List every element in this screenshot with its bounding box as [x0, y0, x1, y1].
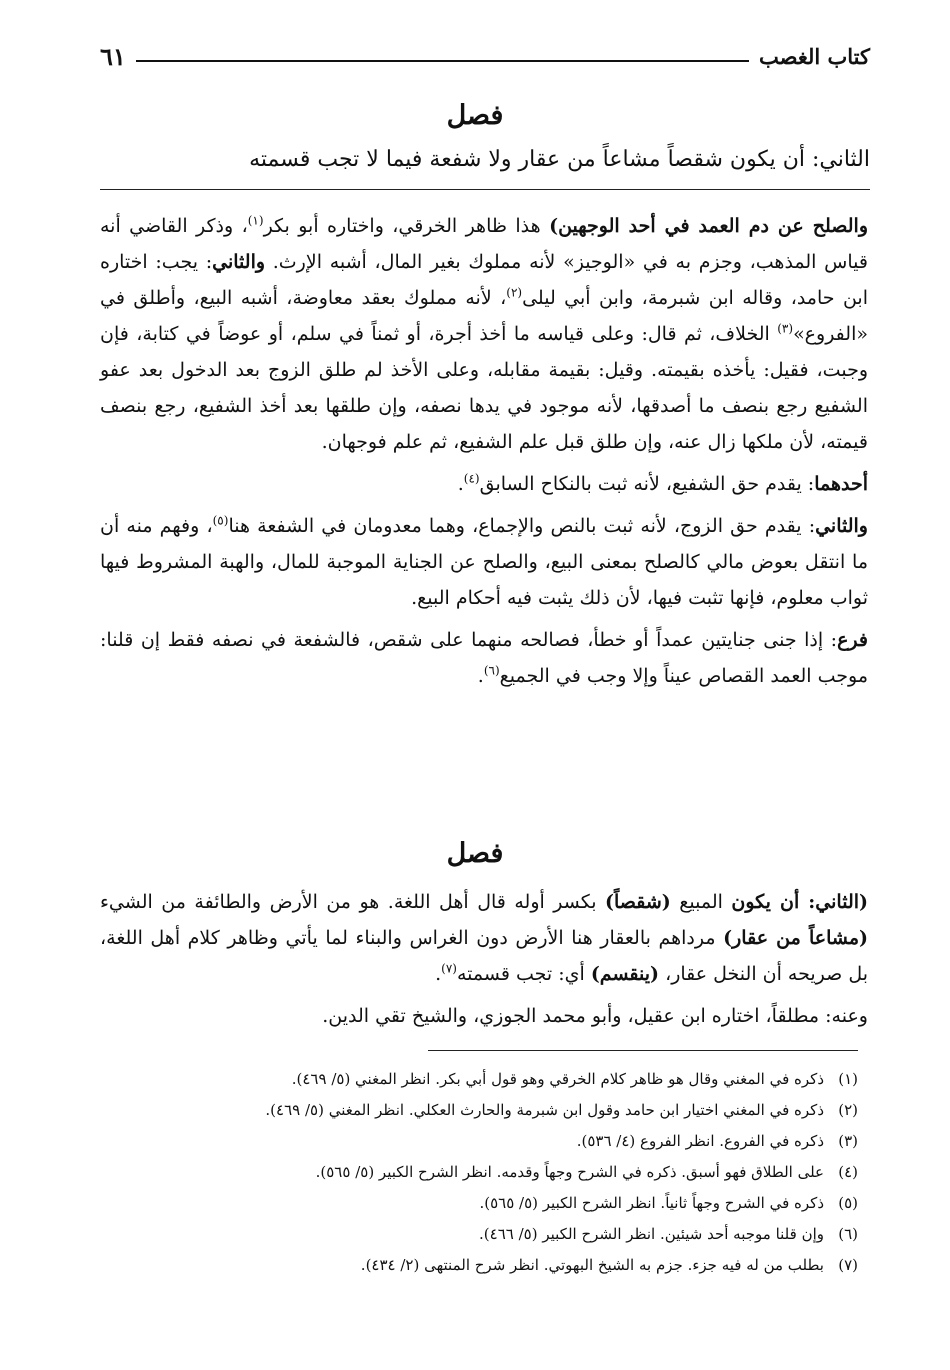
paragraph-6: وعنه: مطلقاً، اختاره ابن عقيل، وأبو محمد الجوزي، والشيخ تقي الدين. — [322, 1005, 868, 1027]
footnote-ref-3[interactable]: (٣) — [777, 321, 794, 336]
footnote-text: وإن قلنا موجبه أحد شيئين. انظر الشرح الكبير (٥/ ٤٦٦). — [479, 1225, 824, 1243]
footnote-item — [100, 1126, 858, 1157]
footnote-item — [100, 1250, 858, 1281]
footnote-ref-5[interactable]: (٥) — [212, 513, 229, 528]
section-heading-1: فصل — [446, 100, 504, 131]
footnote-text: على الطلاق فهو أسبق. ذكره في الشرح وجهاً وقدمه. انظر الشرح الكبير (٥/ ٥٦٥). — [315, 1163, 824, 1181]
section-heading-2: فصل — [446, 838, 504, 869]
footnote-divider — [428, 1050, 858, 1051]
footnote-item — [100, 1064, 858, 1095]
page-number: ٦١ — [100, 41, 126, 71]
footnote-number: (٦) — [838, 1225, 858, 1243]
footnote-item — [100, 1219, 858, 1250]
footnote-number: (٢) — [838, 1101, 858, 1119]
footnote-ref-4[interactable]: (٤) — [463, 471, 480, 486]
footnote-item — [100, 1157, 858, 1188]
paragraph-2: أحدهما: يقدم حق الشفيع، لأنه ثبت بالنكاح السابق$^{(٤)}$. — [457, 471, 868, 495]
footnote-number: (٣) — [838, 1132, 858, 1150]
book-title: كتاب الغصب — [758, 43, 870, 69]
footnote-item — [100, 1188, 858, 1219]
footnote-text: ذكره في المغني اختيار ابن حامد وقول ابن شبرمة والحارث العكلي. انظر المغني (٥/ ٤٦٩). — [265, 1101, 824, 1119]
header-rule — [136, 60, 749, 62]
paragraph-1: والصلح عن دم العمد في أحد الوجهين) هذا ظاهر الخرقي، واختاره أبو بكر$^{(١)}$، وذكر القاضي أنه قياس المذهب، وجزم به في «الوجيز» لأنه مملوك بغير المال، أشبه الإرث. والثاني: يجب: اختاره ابن حامد، وقاله ابن شبرمة، وابن أبي ليلى$^{(٢)}$، لأنه مملوك بعقد معاوضة، أشبه البيع، وأطلق في «الفروع»$^{(٣)}$ الخلاف، ثم قال: وعلى قياسه ما أخذ أجرة، أو ثمناً في سلم، أو عوضاً في كتابة، فإن وجبت، فقيل: يأخذه بقيمته. وقيل: بقيمة مقابله، وعلى الأخذ لم طلق الزوج بعد الدخول بعد عفو الشفيع رجع بنصف ما أصدقها، لأنه موجود في يدها نصفه، وإن طلقها بعد أخذ الشفيع، رجع بنصف قيمته، لأن ملكها زال عنه، وإن طلق قبل علم الشفيع، ثم علم فوجهان. — [100, 213, 868, 453]
footnote-number: (٥) — [838, 1194, 858, 1212]
footnote-number: (٧) — [838, 1256, 858, 1274]
footnote-text: ذكره في الفروع. انظر الفروع (٤/ ٥٣٦). — [576, 1132, 824, 1150]
paragraph-5: (الثاني: أن يكون المبيع (شقصاً) بكسر أوله قال أهل اللغة. هو من الأرض والطائفة من الشيء (مشاعاً من عقار) مرداهم بالعقار هنا الأرض دون الغراس والبناء لما يأتي وظاهر كلام أهل اللغة، بل صريحه أن النخل عقار، (ينقسم) أي: تجب قسمته$^{(٧)}$. — [100, 891, 868, 985]
footnote-item — [100, 1095, 858, 1126]
footnote-text: بطلب من له فيه جزء. جزم به الشيخ البهوتي. انظر شرح المنتهى (٢/ ٤٣٤). — [360, 1256, 824, 1274]
footnote-ref-6[interactable]: (٦) — [483, 663, 500, 678]
matn-text: الثاني: أن يكون شقصاً مشاعاً من عقار ولا شفعة فيما لا تجب قسمته — [249, 147, 870, 172]
footnote-number: (١) — [838, 1070, 858, 1088]
footnote-ref-7[interactable]: (٧) — [441, 961, 457, 976]
footnote-text: ذكره في الشرح وجهاً ثانياً. انظر الشرح الكبير (٥/ ٥٦٥). — [479, 1194, 824, 1212]
running-header — [100, 36, 870, 76]
paragraph-3: والثاني: يقدم حق الزوج، لأنه ثبت بالنص والإجماع، وهما معدومان في الشفعة هنا$^{(٥)}$، وفهم منه أن ما انتقل بعوض مالي كالصلح بمعنى البيع، والصلح عن الجناية الموجبة للمال، والهبة المشروط فيها ثواب معلوم، فإنها تثبت فيها، لأن ذلك يثبت فيه أحكام البيع. — [100, 513, 868, 609]
matn-divider — [100, 189, 870, 190]
footnote-number: (٤) — [838, 1163, 858, 1181]
footnote-text: ذكره في المغني وقال هو ظاهر كلام الخرقي وهو قول أبي بكر. انظر المغني (٥/ ٤٦٩). — [291, 1070, 824, 1088]
footnote-ref-1[interactable]: (١) — [247, 213, 264, 228]
footnotes — [100, 1064, 858, 1281]
commentary-block-2 — [100, 884, 868, 1040]
footnote-ref-2[interactable]: (٢) — [506, 285, 523, 300]
paragraph-4: فرع: إذا جنى جنايتين عمداً أو خطأ، فصالحه منهما على شقص، فالشفعة في نصفه فقط إن قلنا: موجب العمد القصاص عيناً وإلا وجب في الجميع$^{(٦)}$. — [100, 629, 868, 687]
commentary-block-1 — [100, 208, 868, 700]
